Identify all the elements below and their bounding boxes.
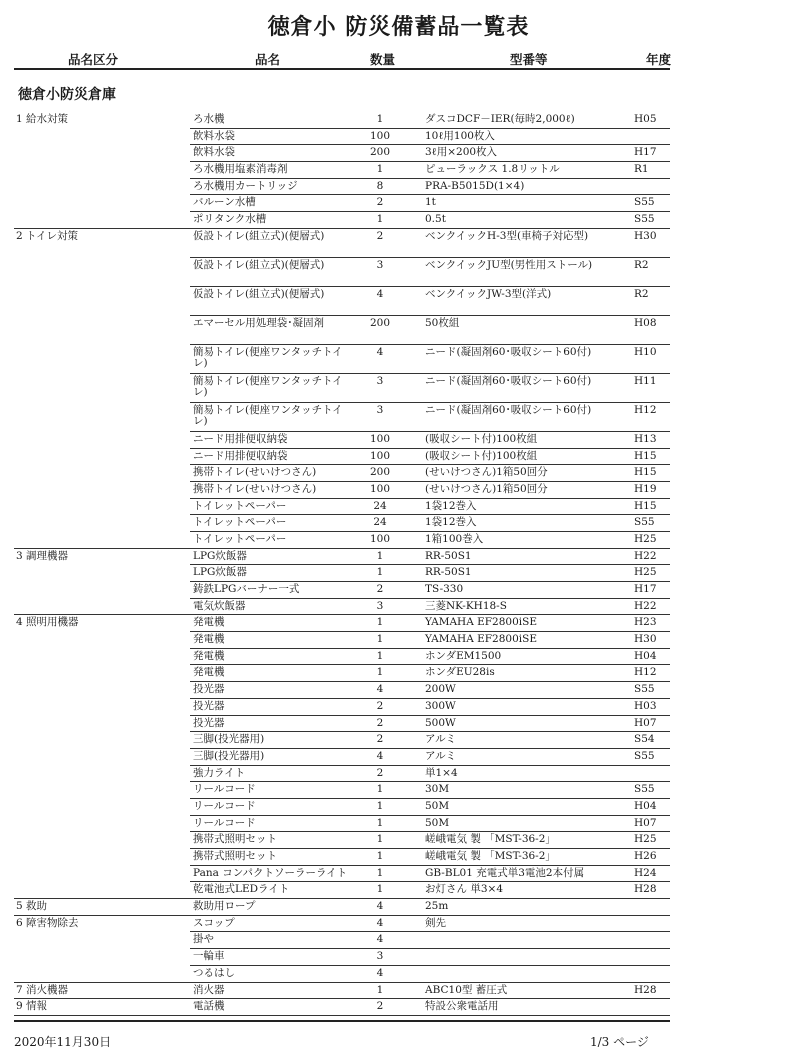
cell-quantity: 4: [376, 683, 384, 696]
cell-name: 投光器: [193, 699, 225, 712]
cell-category: 5 救助: [16, 900, 48, 913]
cell-model: 単1×4: [425, 766, 458, 779]
header-year: 年度: [646, 52, 672, 67]
cell-quantity: 1: [376, 213, 384, 226]
cell-year: R2: [634, 258, 649, 271]
cell-year: H24: [634, 866, 657, 879]
cell-model: (吸収シート付)100枚組: [425, 432, 538, 445]
cell-quantity: 1: [376, 633, 384, 646]
cell-quantity: 200: [369, 316, 391, 329]
cell-year: R2: [634, 287, 649, 300]
table-row: [0, 699, 797, 716]
cell-quantity: 2: [376, 229, 384, 242]
cell-year: H11: [634, 374, 657, 387]
table-row: [0, 632, 797, 649]
cell-model: 嵯峨電気 製 「MST-36-2」: [425, 850, 556, 862]
table-row: [0, 832, 797, 849]
cell-quantity: 1: [376, 866, 384, 879]
cell-name: 携帯トイレ(せいけつさん): [193, 466, 317, 479]
cell-quantity: 200: [369, 146, 391, 159]
cell-model: TS-330: [425, 583, 464, 595]
cell-year: H28: [634, 883, 657, 896]
cell-category: 2 トイレ対策: [16, 229, 78, 242]
cell-name: ポリタンク水槽: [193, 213, 267, 226]
cell-model: 1袋12巻入: [425, 499, 477, 512]
cell-quantity: 4: [376, 900, 384, 913]
cell-quantity: 1: [376, 983, 384, 996]
cell-quantity: 4: [376, 966, 384, 979]
cell-model: ベンクイックJW-3型(洋式): [425, 287, 552, 300]
cell-model: 50M: [425, 799, 450, 812]
cell-quantity: 100: [369, 532, 391, 545]
cell-quantity: 24: [373, 499, 387, 512]
cell-quantity: 3: [376, 258, 384, 271]
table-row: [0, 782, 797, 799]
cell-name: 仮設トイレ(組立式)(便層式): [193, 287, 325, 300]
header-name: 品名: [255, 52, 281, 67]
cell-year: S54: [634, 733, 655, 746]
cell-model: ニード(凝固剤60･吸収シート60付): [425, 403, 592, 416]
cell-name: 仮設トイレ(組立式)(便層式): [193, 258, 325, 271]
cell-name: 投光器: [193, 716, 225, 729]
table-row: [0, 582, 797, 599]
table-row: [0, 999, 797, 1016]
cell-name: 簡易トイレ(便座ワンタッチトイレ): [193, 345, 343, 370]
table-row: [0, 515, 797, 532]
cell-name: Pana コンパクトソーラーライト: [193, 866, 348, 879]
cell-name: 一輪車: [193, 950, 225, 963]
cell-year: H10: [634, 345, 657, 358]
cell-name: 発電機: [193, 633, 225, 646]
cell-model: 300W: [425, 699, 456, 712]
cell-model: (せいけつさん)1箱50回分: [425, 466, 548, 479]
cell-year: H17: [634, 583, 657, 595]
cell-category: 6 障害物除去: [16, 916, 79, 929]
cell-quantity: 1: [376, 666, 384, 679]
header-rule: [14, 68, 670, 70]
cell-year: S55: [634, 196, 655, 209]
cell-quantity: 2: [376, 699, 384, 712]
cell-year: H07: [634, 816, 657, 829]
cell-name: バルーン水槽: [193, 196, 256, 209]
cell-quantity: 1: [376, 649, 384, 662]
cell-model: 三菱NK-KH18-S: [425, 599, 507, 612]
cell-model: アルミ: [425, 749, 457, 762]
cell-year: H23: [634, 616, 657, 629]
cell-model: YAMAHA EF2800iSE: [425, 616, 537, 629]
cell-quantity: 2: [376, 716, 384, 729]
cell-quantity: 200: [369, 466, 391, 479]
cell-name: ニード用排便収納袋: [193, 432, 288, 445]
table-row: [0, 549, 797, 566]
table-row: [0, 816, 797, 833]
table-row: [0, 882, 797, 899]
table-row: [0, 212, 797, 229]
table-row: [0, 899, 797, 916]
cell-quantity: 8: [376, 179, 384, 192]
cell-name: トイレットペーパー: [193, 499, 287, 512]
table-row: [0, 615, 797, 632]
cell-model: 3ℓ用×200枚入: [425, 146, 498, 159]
cell-model: 25m: [425, 900, 449, 913]
table-row: [0, 482, 797, 499]
inventory-table: [0, 112, 797, 1016]
cell-quantity: 1: [376, 616, 384, 629]
cell-quantity: 2: [376, 766, 384, 779]
table-row: [0, 649, 797, 666]
cell-name: ろ水機用塩素消毒剤: [193, 163, 288, 176]
cell-name: エマーセル用処理袋･凝固剤: [193, 316, 325, 329]
cell-model: 嵯峨電気 製 「MST-36-2」: [425, 833, 556, 846]
cell-name: 掛や: [193, 933, 214, 946]
cell-model: PRA-B5015D(1×4): [425, 179, 525, 192]
cell-quantity: 1: [376, 113, 384, 125]
table-row: [0, 916, 797, 933]
cell-quantity: 4: [376, 749, 384, 762]
cell-name: 携帯式照明セット: [193, 850, 277, 862]
cell-year: H12: [634, 403, 657, 416]
table-row: [0, 716, 797, 733]
cell-model: 0.5t: [425, 213, 446, 226]
cell-model: ベンクイックJU型(男性用ストール): [425, 258, 593, 271]
cell-year: H15: [634, 449, 657, 462]
cell-quantity: 4: [376, 916, 384, 929]
table-row: [0, 732, 797, 749]
cell-model: 1t: [425, 196, 436, 209]
cell-year: H17: [634, 146, 657, 159]
cell-year: H04: [634, 799, 657, 812]
cell-category: 7 消火機器: [16, 983, 69, 996]
cell-name: ろ水機: [193, 113, 225, 125]
table-row: [0, 932, 797, 949]
table-row: [0, 287, 797, 316]
footer-rule: [14, 1020, 670, 1022]
cell-category: 1 給水対策: [16, 113, 69, 125]
cell-model: ダスコDCF－IER(毎時2,000ℓ): [425, 113, 575, 125]
table-row: [0, 949, 797, 966]
cell-name: 簡易トイレ(便座ワンタッチトイレ): [193, 374, 343, 399]
cell-quantity: 2: [376, 196, 384, 209]
cell-name: ニード用排便収納袋: [193, 449, 288, 462]
table-row: [0, 499, 797, 516]
cell-year: S55: [634, 683, 655, 696]
cell-category: 9 情報: [16, 1000, 48, 1013]
cell-model: ピューラックス 1.8リットル: [425, 163, 560, 176]
cell-year: H28: [634, 983, 657, 996]
cell-quantity: 1: [376, 850, 384, 862]
cell-model: RR-50S1: [425, 549, 472, 562]
cell-year: H25: [634, 532, 657, 545]
cell-year: H19: [634, 482, 657, 495]
cell-model: 特設公衆電話用: [425, 1000, 499, 1013]
cell-model: 30M: [425, 783, 450, 796]
cell-name: 発電機: [193, 666, 225, 679]
cell-name: 三脚(投光器用): [193, 749, 265, 762]
table-row: [0, 258, 797, 287]
table-row: [0, 599, 797, 616]
cell-quantity: 1: [376, 833, 384, 846]
cell-model: RR-50S1: [425, 566, 472, 579]
table-row: [0, 682, 797, 699]
cell-quantity: 1: [376, 883, 384, 896]
footer-page: 1/3 ページ: [590, 1035, 649, 1049]
table-row: [0, 345, 797, 374]
cell-year: S55: [634, 749, 655, 762]
cell-name: 救助用ロープ: [193, 900, 256, 913]
table-row: [0, 374, 797, 403]
cell-category: 4 照明用機器: [16, 616, 79, 629]
table-row: [0, 449, 797, 466]
cell-year: H25: [634, 566, 657, 579]
cell-name: 三脚(投光器用): [193, 733, 265, 746]
table-row: [0, 966, 797, 983]
cell-quantity: 2: [376, 583, 384, 595]
cell-year: S55: [634, 783, 655, 796]
cell-name: リールコード: [193, 816, 256, 829]
cell-name: 飲料水袋: [193, 129, 235, 142]
table-row: [0, 866, 797, 883]
cell-quantity: 1: [376, 549, 384, 562]
cell-model: ABC10型 蓄圧式: [425, 983, 508, 996]
cell-year: H12: [634, 666, 657, 679]
cell-quantity: 4: [376, 345, 384, 358]
cell-name: 飲料水袋: [193, 146, 235, 159]
table-row: [0, 565, 797, 582]
table-row: [0, 983, 797, 1000]
cell-quantity: 24: [373, 516, 387, 529]
cell-model: 200W: [425, 683, 456, 696]
page-title: 徳倉小 防災備蓄品一覧表: [267, 15, 530, 40]
cell-quantity: 1: [376, 566, 384, 579]
cell-year: H05: [634, 113, 657, 125]
cell-quantity: 2: [376, 733, 384, 746]
cell-name: スコップ: [193, 916, 235, 929]
cell-quantity: 1: [376, 163, 384, 176]
header-quantity: 数量: [370, 52, 396, 67]
cell-model: 50M: [425, 816, 450, 829]
cell-name: 発電機: [193, 616, 225, 629]
cell-year: H15: [634, 499, 657, 512]
table-row: [0, 766, 797, 783]
cell-name: つるはし: [193, 966, 235, 979]
cell-quantity: 3: [376, 374, 384, 387]
cell-name: トイレットペーパー: [193, 516, 287, 529]
cell-quantity: 3: [376, 599, 384, 612]
cell-quantity: 100: [369, 482, 391, 495]
cell-quantity: 100: [369, 449, 391, 462]
table-row: [0, 179, 797, 196]
cell-model: ニード(凝固剤60･吸収シート60付): [425, 345, 592, 358]
cell-name: トイレットペーパー: [193, 532, 287, 545]
cell-quantity: 1: [376, 783, 384, 796]
cell-name: 消火器: [193, 983, 225, 996]
cell-name: 電気炊飯器: [193, 599, 246, 612]
table-row: [0, 145, 797, 162]
cell-name: 強力ライト: [193, 766, 246, 779]
header-model: 型番等: [510, 52, 548, 67]
cell-year: H04: [634, 649, 657, 662]
footer-date: 2020年11月30日: [14, 1035, 112, 1049]
cell-category: 3 調理機器: [16, 549, 69, 562]
cell-name: 鋳鉄LPGバーナー一式: [193, 583, 300, 595]
header-category: 品名区分: [68, 52, 119, 67]
cell-year: H22: [634, 599, 657, 612]
cell-name: 簡易トイレ(便座ワンタッチトイレ): [193, 403, 343, 428]
cell-model: 1箱100巻入: [425, 532, 484, 545]
cell-model: アルミ: [425, 733, 457, 746]
cell-name: 仮設トイレ(組立式)(便層式): [193, 229, 325, 242]
cell-model: (吸収シート付)100枚組: [425, 449, 538, 462]
cell-model: 1袋12巻入: [425, 516, 477, 529]
table-row: [0, 229, 797, 258]
row-rule: [14, 1015, 670, 1016]
cell-model: 10ℓ用100枚入: [425, 129, 495, 142]
cell-name: LPG炊飯器: [193, 549, 247, 562]
cell-quantity: 1: [376, 816, 384, 829]
cell-year: H30: [634, 633, 657, 646]
cell-model: (せいけつさん)1箱50回分: [425, 482, 548, 495]
cell-model: YAMAHA EF2800iSE: [425, 633, 537, 646]
cell-year: H07: [634, 716, 657, 729]
cell-quantity: 100: [369, 432, 391, 445]
table-row: [0, 465, 797, 482]
cell-model: ホンダEM1500: [425, 649, 502, 662]
cell-name: リールコード: [193, 799, 256, 812]
cell-year: R1: [634, 163, 649, 176]
cell-name: 発電機: [193, 649, 225, 662]
table-row: [0, 195, 797, 212]
cell-year: H08: [634, 316, 657, 329]
table-row: [0, 316, 797, 345]
cell-name: 電話機: [193, 1000, 225, 1013]
cell-quantity: 3: [376, 950, 384, 963]
table-row: [0, 129, 797, 146]
cell-quantity: 4: [376, 287, 384, 300]
cell-name: LPG炊飯器: [193, 566, 247, 579]
table-row: [0, 849, 797, 866]
cell-model: ベンクイックH-3型(車椅子対応型): [425, 229, 589, 242]
cell-name: 乾電池式LEDライト: [193, 883, 290, 896]
table-row: [0, 749, 797, 766]
cell-year: H26: [634, 850, 657, 862]
cell-quantity: 2: [376, 1000, 384, 1013]
table-row: [0, 532, 797, 549]
cell-year: S55: [634, 516, 655, 529]
cell-model: お灯さん 単3×4: [425, 883, 503, 896]
cell-model: 500W: [425, 716, 456, 729]
cell-year: H15: [634, 466, 657, 479]
cell-year: H13: [634, 432, 657, 445]
cell-year: H30: [634, 229, 657, 242]
cell-name: ろ水機用カートリッジ: [193, 179, 298, 192]
cell-model: ホンダEU28is: [425, 666, 495, 679]
cell-model: 50枚組: [425, 316, 460, 329]
table-row: [0, 799, 797, 816]
section-title: 徳倉小防災倉庫: [18, 87, 116, 103]
table-row: [0, 162, 797, 179]
cell-quantity: 3: [376, 403, 384, 416]
cell-name: 携帯トイレ(せいけつさん): [193, 482, 317, 495]
cell-quantity: 4: [376, 933, 384, 946]
table-row: [0, 432, 797, 449]
cell-year: H03: [634, 699, 657, 712]
cell-model: GB-BL01 充電式単3電池2本付属: [425, 866, 585, 879]
cell-name: リールコード: [193, 783, 256, 796]
cell-year: H25: [634, 833, 657, 846]
cell-model: ニード(凝固剤60･吸収シート60付): [425, 374, 592, 387]
cell-quantity: 100: [369, 129, 391, 142]
cell-name: 投光器: [193, 683, 225, 696]
table-row: [0, 112, 797, 129]
cell-quantity: 1: [376, 799, 384, 812]
cell-name: 携帯式照明セット: [193, 833, 277, 846]
table-row: [0, 403, 797, 432]
table-row: [0, 665, 797, 682]
cell-year: S55: [634, 213, 655, 226]
cell-model: 剣先: [425, 916, 446, 929]
cell-year: H22: [634, 549, 657, 562]
